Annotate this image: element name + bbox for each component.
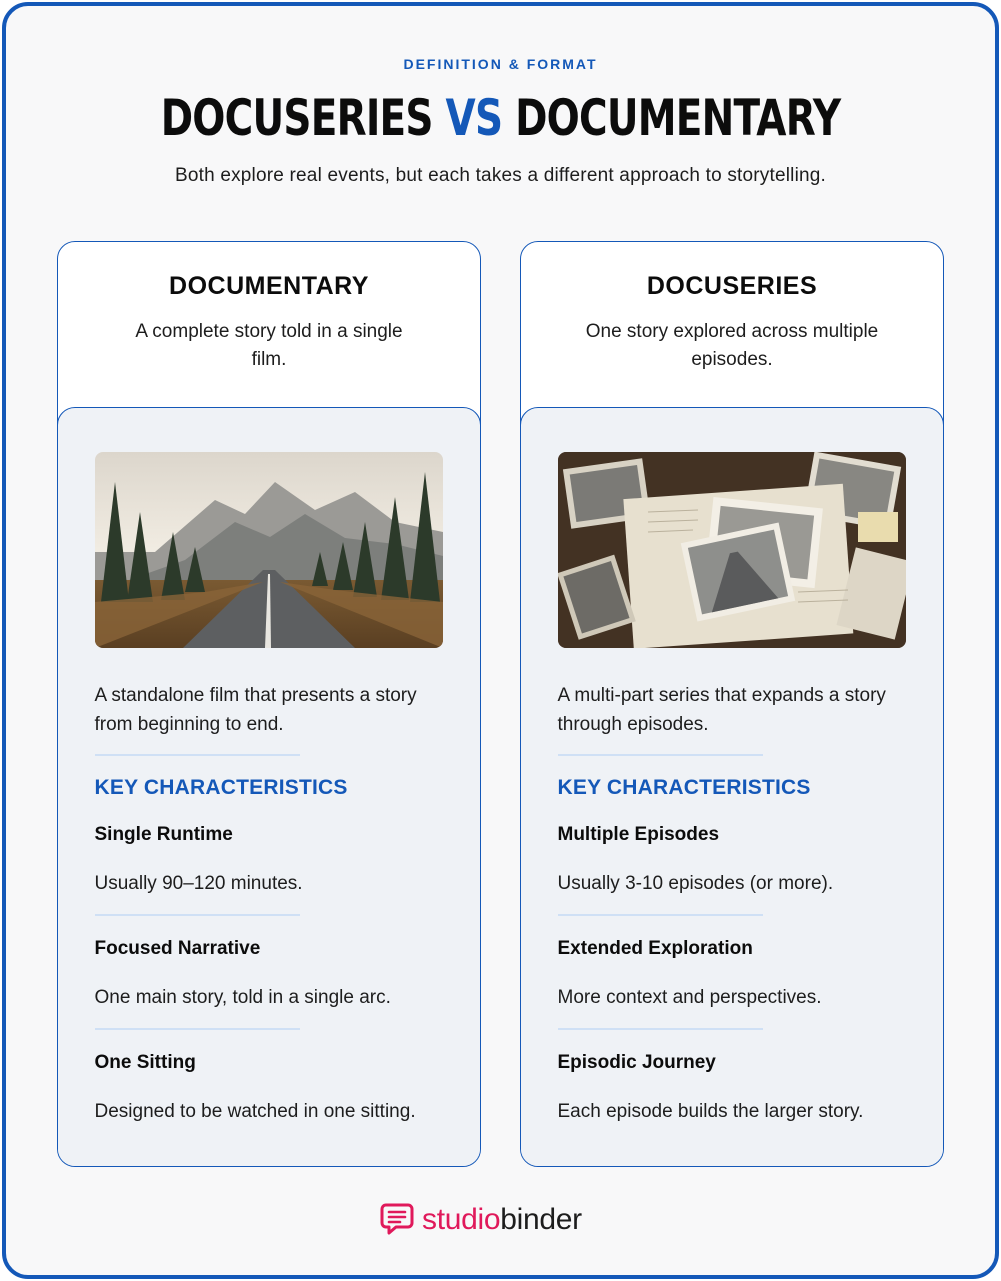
card-body bbox=[57, 407, 481, 1167]
divider bbox=[558, 1028, 763, 1030]
card-description: A standalone film that presents a story from beginning to end. bbox=[94, 685, 417, 735]
item-text-episodic-journey: Each episode builds the larger story. bbox=[557, 1101, 864, 1122]
documentary-card bbox=[57, 241, 481, 1167]
divider bbox=[95, 914, 300, 916]
logo-wordmark bbox=[422, 1203, 582, 1237]
speech-bubble-icon bbox=[378, 1199, 416, 1242]
item-text-focused-narrative: One main story, told in a single arc. bbox=[94, 987, 391, 1008]
card-body bbox=[520, 407, 944, 1167]
item-text-multiple-episodes: Usually 3-10 episodes (or more). bbox=[557, 873, 834, 894]
mountain-road-photo bbox=[95, 452, 443, 648]
item-title-one-sitting: One Sitting bbox=[94, 1052, 196, 1073]
logo-binder: binder bbox=[500, 1203, 582, 1236]
item-title-extended-exploration: Extended Exploration bbox=[557, 938, 753, 959]
divider bbox=[558, 754, 763, 756]
item-text-single-runtime: Usually 90–120 minutes. bbox=[94, 873, 303, 894]
card-tagline: One story explored across multiple episodes. bbox=[585, 321, 879, 370]
card-title: DOCUSERIES bbox=[646, 272, 818, 300]
item-text-extended-exploration: More context and perspectives. bbox=[557, 987, 822, 1008]
characteristics-heading: KEY CHARACTERISTICS bbox=[557, 776, 811, 799]
card-tagline: A complete story told in a single film. bbox=[135, 321, 403, 370]
item-title-multiple-episodes: Multiple Episodes bbox=[557, 824, 720, 845]
title-left: DOCUSERIES bbox=[160, 89, 433, 147]
page-subtitle: Both explore real events, but each takes a different approach to storytelling. bbox=[174, 165, 827, 186]
card-description: A multi-part series that expands a story through episodes. bbox=[557, 685, 886, 735]
eyebrow-label: DEFINITION & FORMAT bbox=[403, 56, 598, 72]
title-vs: VS bbox=[445, 89, 503, 147]
divider bbox=[95, 754, 300, 756]
card-title: DOCUMENTARY bbox=[169, 272, 369, 300]
scattered-photos-photo bbox=[558, 452, 906, 648]
characteristics-heading: KEY CHARACTERISTICS bbox=[94, 776, 348, 799]
title-right: DOCUMENTARY bbox=[515, 89, 841, 147]
item-title-focused-narrative: Focused Narrative bbox=[94, 938, 261, 959]
item-text-one-sitting: Designed to be watched in one sitting. bbox=[94, 1101, 416, 1122]
divider bbox=[558, 914, 763, 916]
item-title-single-runtime: Single Runtime bbox=[94, 824, 233, 845]
page-title bbox=[110, 88, 891, 148]
divider bbox=[95, 1028, 300, 1030]
card-header bbox=[521, 242, 943, 408]
docuseries-card bbox=[520, 241, 944, 1167]
studiobinder-logo bbox=[378, 1200, 582, 1240]
logo-studio: studio bbox=[422, 1203, 501, 1236]
card-header bbox=[58, 242, 480, 408]
item-title-episodic-journey: Episodic Journey bbox=[557, 1052, 716, 1073]
